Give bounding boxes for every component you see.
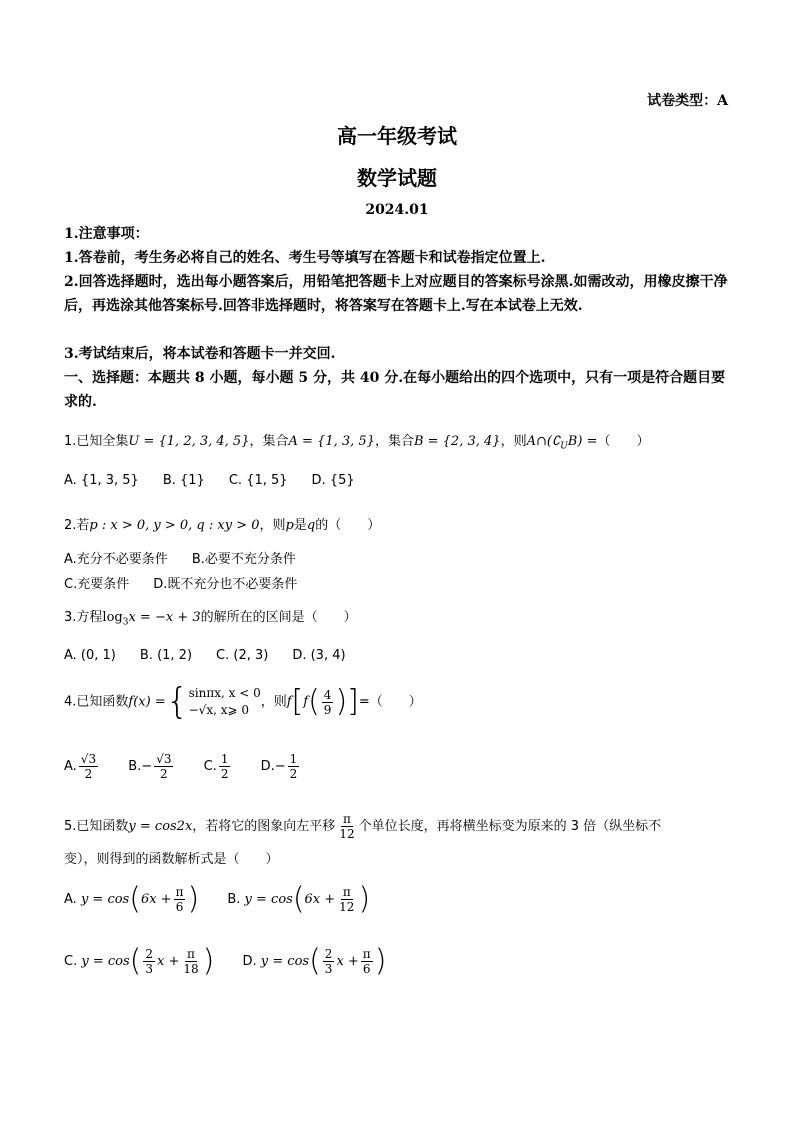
section-1-heading: 一、选择题：本题共 8 小题，每小题 5 分，共 40 分.在每小题给出的四个选项中，只有一项是符合题目要求的. [64, 370, 726, 410]
option-b: B. (1, 2) [139, 648, 193, 663]
option-d: D. {5} [311, 473, 355, 488]
question-3: 3.方程$\log_3x = -x + 3$的解所在的区间是（ ） [64, 610, 357, 628]
question-2-options-row-1 [64, 548, 320, 567]
exam-date: 2024.01 [365, 202, 429, 218]
option-c: C. y = cos( $\frac{2}{3}$ x + $\frac{\pi}{18}$ ) [64, 943, 215, 978]
question-4: 4.已知函数f(x) = { sinπx, x < 0 −√x, x⩾ 0 ，则f[f( $\frac{4}{9}$ )]=（ ） [64, 681, 422, 722]
fraction: $\frac{\pi}{18}$ [183, 946, 199, 976]
fraction: $\frac{\pi}{12}$ [339, 884, 355, 914]
instructions-heading: 1.注意事项： [64, 226, 149, 242]
question-2-options-row-2 [64, 573, 321, 592]
instruction-item-2: 2.回答选择题时，选出每小题答案后，用铅笔把答题卡上对应题目的答案标号涂黑.如需改动，用橡皮擦干净后，再选涂其他答案标号.回答非选择题时，将答案写在答题卡上.写在本试卷上无效. [64, 274, 728, 314]
question-4-options [64, 752, 325, 781]
option-a: A.充分不必要条件 [64, 552, 168, 567]
instruction-item-3: 3.考试结束后，将本试卷和答题卡一并交回. [64, 346, 336, 362]
exam-subtitle: 数学试题 [357, 166, 437, 190]
option-c: C. {1, 5} [228, 473, 288, 488]
fraction: $\frac{2}{3}$ [145, 946, 153, 976]
option-d: D. (3, 4) [292, 648, 346, 663]
option-a: A. (0, 1) [64, 648, 116, 663]
fraction: $\frac{2}{3}$ [324, 946, 333, 976]
fraction: $\frac{√3}{2}$ [80, 752, 97, 781]
option-b: B.− $\frac{√3}{2}$ [128, 752, 172, 781]
option-b: B. {1} [162, 473, 205, 488]
paper-type-label: 试卷类型：A [647, 93, 728, 109]
option-a: A. {1, 3, 5} [64, 473, 139, 488]
piecewise-case-2: −√x, x⩾ 0 [188, 703, 249, 717]
exam-title: 高一年级考试 [337, 124, 457, 148]
question-5-options-row-1 [64, 881, 394, 916]
instruction-item-1: 1.答卷前，考生务必将自己的姓名、考生号等填写在答题卡和试卷指定位置上. [64, 250, 546, 266]
option-c: C. $\frac{1}{2}$ [203, 752, 229, 781]
option-b: B.必要不充分条件 [191, 552, 296, 567]
question-1-options [64, 473, 379, 488]
question-1: 1.已知全集U = {1, 2, 3, 4, 5}，集合A = {1, 3, 5}，集合B = {2, 3, 4}，则$A\cap(∁_UB)$ =（ ） [64, 434, 650, 452]
question-5: 5.已知函数y = cos2x，若将它的图象向左平移 $\frac{\pi}{12}$ 个单位长度，再将横坐标变为原来的 3 倍（纵坐标不 [64, 812, 662, 841]
question-2: 2.若p : x > 0, y > 0, q : xy > 0，则p是q的（ ） [64, 518, 381, 533]
fraction: $\frac{\pi}{12}$ [339, 812, 355, 841]
question-5-line-2: 变），则得到的函数解析式是（ ） [64, 852, 279, 867]
question-5-options-row-2 [64, 943, 410, 978]
option-b: B. y = cos(6x + $\frac{\pi}{12}$ ) [227, 881, 371, 916]
option-c: C. (2, 3) [216, 648, 269, 663]
piecewise-brace: { sinπx, x < 0 −√x, x⩾ 0 [165, 681, 261, 722]
fraction: $\frac{\pi}{6}$ [175, 884, 184, 914]
option-a: A. y = cos(6x + $\frac{\pi}{6}$ ) [64, 881, 200, 916]
fraction: $\frac{√3}{2}$ [156, 752, 172, 781]
option-a: A. $\frac{√3}{2}$ [64, 752, 97, 781]
question-3-options [64, 648, 370, 663]
fraction: $\frac{\pi}{6}$ [362, 946, 371, 976]
option-d: D.− $\frac{1}{2}$ [260, 752, 298, 781]
fraction: $\frac{4}{9}$ [323, 687, 332, 717]
fraction: $\frac{1}{2}$ [220, 752, 229, 781]
piecewise-case-1: sinπx, x < 0 [188, 686, 261, 700]
option-d: D.既不充分也不必要条件 [153, 577, 298, 592]
fraction: $\frac{1}{2}$ [289, 752, 298, 781]
option-c: C.充要条件 [64, 577, 130, 592]
option-d: D. y = cos( $\frac{2}{3}$ x + $\frac{\pi}{6}$ ) [242, 943, 387, 978]
